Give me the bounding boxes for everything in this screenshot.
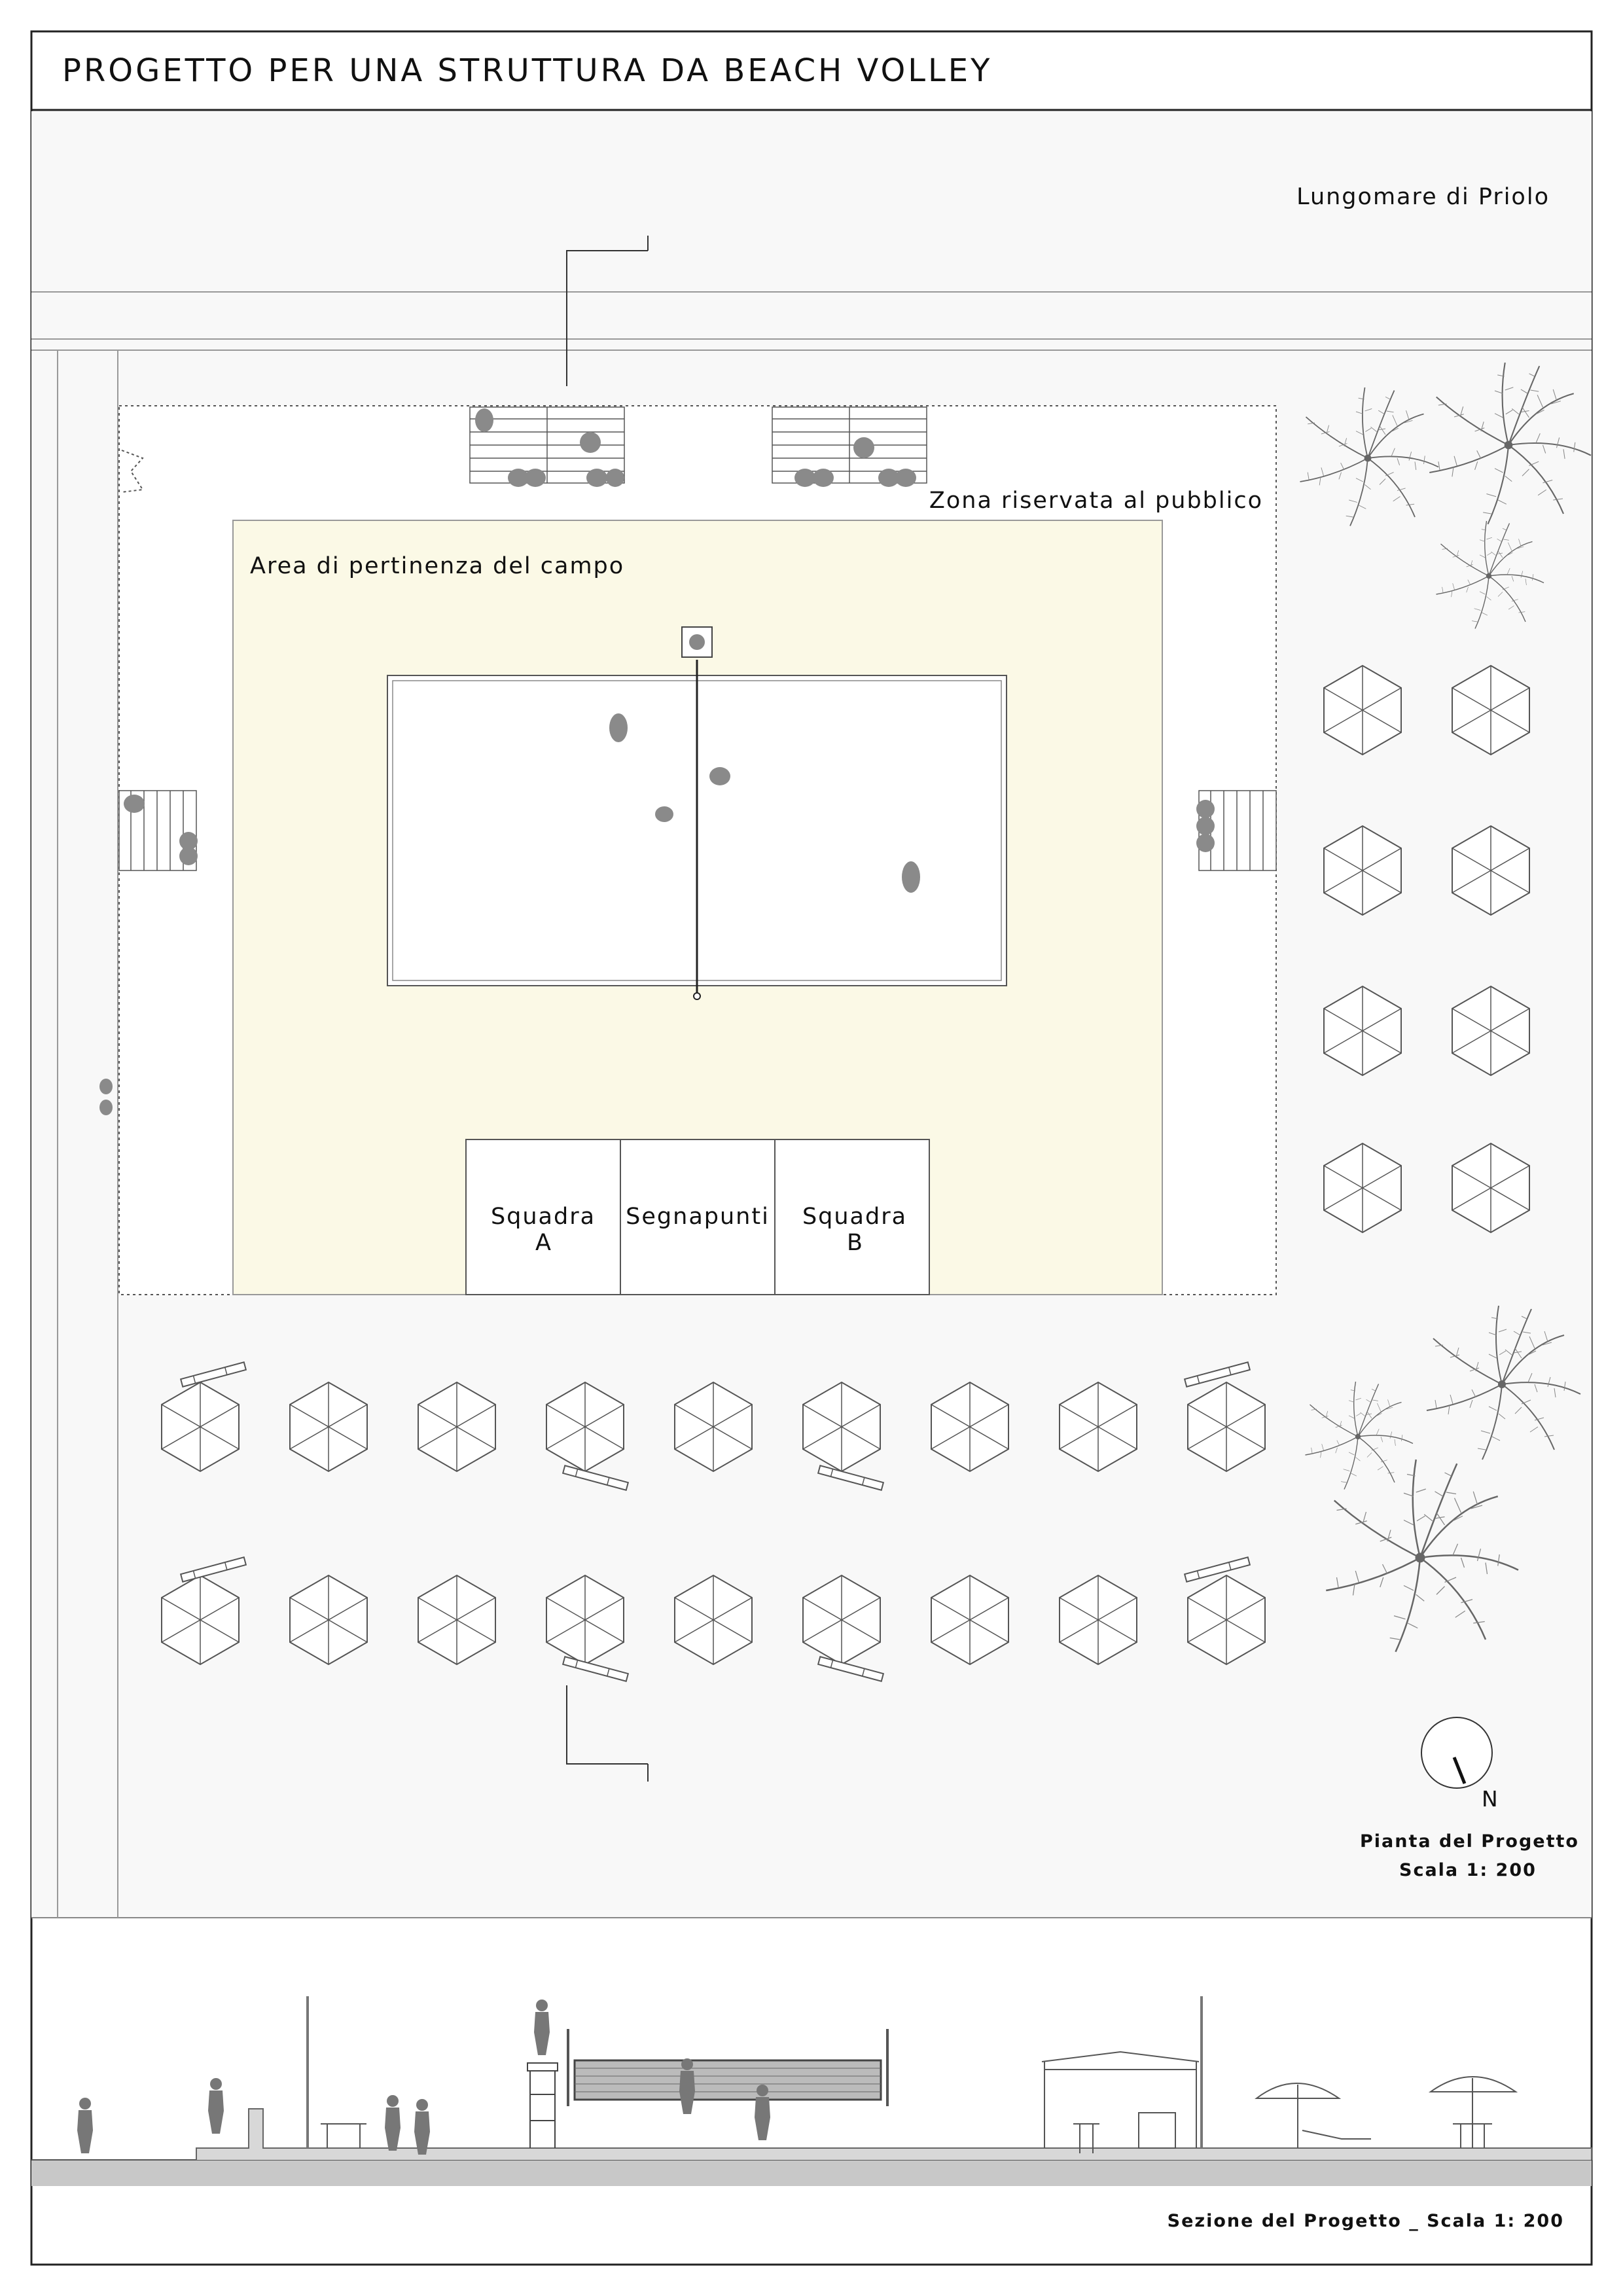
court-area-label: Area di pertinenza del campo [250, 553, 625, 579]
team-b-label: Squadra [802, 1204, 908, 1230]
team-b-letter: B [846, 1230, 863, 1256]
plan-caption-scale: Scala 1: 200 [1399, 1860, 1537, 1880]
scorer-label: Segnapunti [626, 1204, 770, 1230]
page-title: PROGETTO PER UNA STRUTTURA DA BEACH VOLLEY [62, 52, 993, 89]
north-label: N [1482, 1786, 1498, 1812]
team-a-letter: A [535, 1230, 551, 1256]
team-a-label: Squadra [490, 1204, 596, 1230]
public-zone-label: Zona riservata al pubblico [929, 488, 1263, 514]
street-label: Lungomare di Priolo [1296, 184, 1550, 210]
section-caption: Sezione del Progetto _ Scala 1: 200 [1167, 2211, 1564, 2231]
north-arrow-icon [1421, 1717, 1492, 1788]
plan-caption-title: Pianta del Progetto [1360, 1831, 1579, 1852]
